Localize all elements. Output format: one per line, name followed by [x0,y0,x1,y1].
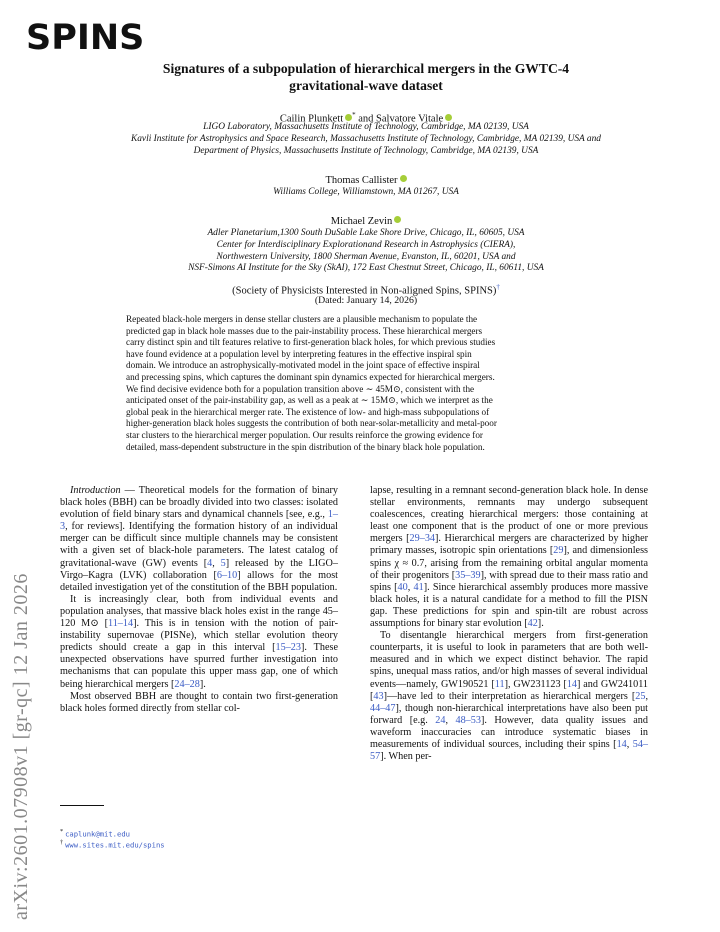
footnote-website [60,838,165,851]
body-text: , [407,581,414,593]
body-text: — Theoretical models for the formation of binary black holes (BBH) can be broadly divided into two classes: isolated evolution of field binary stars and dynamical channels [see, e.g., [60,485,338,521]
citation-link[interactable]: 5 [220,557,226,569]
citation-link[interactable]: 42 [527,618,538,630]
citation-link[interactable]: 14 [616,738,627,750]
affiliation-line: Kavli Institute for Astrophysics and Space Research, Massachusetts Institute of Technology, Cambridge, MA 02139, USA and [130,133,601,144]
body-text: lapse, resulting in a remnant second-generation black hole. In dense stellar environments, remnants may undergo subsequent coalescences, creating hierarchical mergers: those containing at least one component that is the product of one or more previous mergers [ [370,485,648,545]
abstract-line: anticipated onset of the pair-instability gap, as well as a peak at ∼ 15M⊙, which we interpret as the [126,395,493,406]
affiliation-block-1 [60,122,672,157]
author-vitale: and Salvatore Vitale [358,113,444,125]
abstract-line: carry distinct spin and tilt features relative to first-generation black holes, for which previous studies [126,337,496,348]
citation-link[interactable]: 1–3 [60,509,338,533]
author-plunkett: Cailin Plunkett [279,113,344,125]
footnote-rule [60,805,104,806]
email-link[interactable]: caplunk@mit.edu [65,829,130,839]
citation-link[interactable]: 11 [494,678,505,690]
body-text: ], with spread due to their mass ratio and spins [ [370,569,648,593]
abstract-line: detailed, mass-dependent substructure in the spin distribution of the binary black hole population. [126,441,485,452]
title-line-2: gravitational-wave dataset [289,78,443,93]
body-text: ]. When per- [380,751,432,763]
abstract-line: domain. We introduce an astrophysically-motivated model in the joint space of effective inspiral [126,360,480,371]
affiliation-line: Center for Interdisciplinary Explorationand Research in Astrophysics (CIERA), [216,239,516,250]
body-text: ]. However, data quality issues and waveform inaccuracies can introduce systematic biases in measurements of individual sources, including their spins [ [370,714,648,750]
body-paragraph [60,594,338,691]
affiliation-line: Department of Physics, Massachusetts Institute of Technology, Cambridge, MA 02139, USA [193,145,539,156]
affiliation-line: NSF-Simons AI Institute for the Sky (SkAI), 172 East Chestnut Street, Chicago, IL, 60611, USA [188,263,544,274]
author-footnote-mark: * [352,111,356,119]
body-paragraph [60,485,338,594]
body-text: To disentangle hierarchical mergers from first-generation counterparts, it is useful to look in parameters that are both well-measured and in which we expect distinct behavior. The rapid spins, unequal mass ratios, and/or high masses of several individual events—namely, GW190521 [ [370,630,648,690]
body-text: It is increasingly clear, both from individual events and population analyses, that massive black holes exist in the range 45–120 M⊙ [ [60,593,338,630]
orcid-icon[interactable] [445,114,452,121]
body-text: ]. Hierarchical mergers are characterized by higher primary masses, isotropic spin orientations [ [370,533,648,557]
author-callister: Thomas Callister [325,175,398,186]
author-line-3 [60,215,672,228]
affiliation-block-3 [60,228,672,275]
body-paragraph [60,691,338,715]
arxiv-side-stamp: arXiv:2601.07908v1 [gr-qc] 12 Jan 2026 [10,573,32,920]
affiliation-line: Northwestern University, 1800 Sherman Avenue, Evanston, IL, 60201, USA and [216,251,516,262]
orcid-icon[interactable] [400,175,407,182]
citation-link[interactable]: 44–47 [370,702,396,714]
body-text: ]. These unexpected observations have spurred further investigation into mechanisms that can populate this upper mass gap, one of which being hierarchical mergers [ [60,642,338,690]
footnote-mark: * [60,828,64,835]
title-line-1: Signatures of a subpopulation of hierarchical mergers in the GWTC-4 [162,61,570,76]
abstract-line: and precessing spins, which captures the dominant spin dynamics expected for hierarchical mergers. [126,371,495,382]
body-text: ], GW231123 [ [504,678,567,690]
paper-title [60,60,672,94]
affiliation-block-2 [60,187,672,199]
body-text: ]. Since hierarchical assembly produces more massive black holes, it is a natural candidate for a method to fill the PISN gap. These predictions for spin and spin-tilt are robust across assumptions for binary star evolution [ [370,581,649,630]
abstract-line: star clusters to the hierarchical merger population. Our results reinforce the growing evidence for [126,429,483,440]
citation-link[interactable]: 24 [435,714,446,726]
left-column [60,485,338,715]
abstract-line: have found evidence at a population level by interpreting features in the effective inspiral spin [126,348,472,359]
body-text: ] allows for the most detailed investigation yet of the constitution of the BBH population. [60,569,338,593]
citation-link[interactable]: 29–34 [409,533,436,545]
citation-link[interactable]: 41 [413,581,424,593]
affiliation-line: LIGO Laboratory, Massachusetts Institute of Technology, Cambridge, MA 02139, USA [203,122,529,132]
citation-link[interactable]: 48–53 [455,714,481,726]
citation-link[interactable]: 14 [566,678,577,690]
abstract-line: global peak in the hierarchical merger rate. The existence of low- and high-mass subpopulations of [126,406,490,417]
abstract-line: predicted gap in black hole masses due to the pair-instability process. These hierarchical mergers [126,325,483,336]
section-heading: Introduction [70,485,121,496]
body-text: ]—have led to their interpretation as hierarchical mergers [ [383,690,636,702]
spins-logo [26,18,144,58]
affiliation-line: Williams College, Williamstown, MA 01267, USA [273,187,459,197]
collaboration-footnote-mark[interactable]: † [496,283,500,291]
footnote-mark: † [60,839,64,846]
author-line-2 [60,174,672,187]
citation-link[interactable]: 15–23 [275,642,301,654]
citation-link[interactable]: 54–57 [370,738,648,763]
body-text: , [626,738,633,750]
orcid-icon[interactable] [394,216,401,223]
citation-link[interactable]: 6–10 [216,569,238,581]
citation-link[interactable]: 24–28 [174,678,200,690]
body-text: ], and dimensionless spins χ ≈ 0.7, arising from the remaining orbital angular momenta of their progenitors [ [370,545,648,581]
abstract [126,314,598,453]
citation-link[interactable]: 29 [553,545,564,557]
body-paragraph [370,485,648,630]
body-text: ] released by the LIGO–Virgo–Kagra (LVK) collaboration [ [60,557,338,581]
right-column [370,485,648,763]
body-text: ] and GW241011 [ [370,678,648,702]
website-link[interactable]: www.sites.mit.edu/spins [65,840,165,850]
dated-line: (Dated: January 14, 2026) [314,295,418,306]
citation-link[interactable]: 4 [207,557,213,569]
body-text: Most observed BBH are thought to contain two first-generation black holes formed directly from stellar col- [60,690,338,714]
affiliation-line: Adler Planetarium,1300 South DuSable Lake Shore Drive, Chicago, IL, 60605, USA [207,228,525,238]
body-text: ]. This is in tension with the notion of pair-instability supernovae (PISNe), which stellar evolution theory predicts should create a gap in this interval [ [60,618,338,654]
citation-link[interactable]: 11–14 [108,618,134,630]
abstract-line: We find decisive evidence both for a population transition above ∼ 45M⊙, consistent with the [126,383,475,394]
body-paragraph [370,630,648,763]
citation-link[interactable]: 43 [373,690,384,702]
author-zevin: Michael Zevin [330,216,393,227]
body-text: ]. [199,678,206,690]
collaboration-name: (Society of Physicists Interested in Non-aligned Spins, SPINS) [232,285,497,297]
body-text: , [212,557,221,569]
body-text: , [645,690,648,702]
citation-link[interactable]: 40 [397,581,408,593]
abstract-line: higher-generation black holes suggests the contribution of both near-solar-metallicity and metal-poor [126,418,497,429]
body-text: , [445,714,456,726]
body-text: ]. [537,618,544,630]
citation-link[interactable]: 35–39 [455,569,481,581]
abstract-line: Repeated black-hole mergers in dense stellar clusters are a plausible mechanism to populate the [126,314,478,324]
citation-link[interactable]: 25 [635,690,646,702]
body-text: , for reviews]. Identifying the formation history of an individual merger can be difficult since multiple channels may be consistent with a given set of black-hole parameters. The latest catalog of gravitational-wave (GW) events [ [60,521,338,569]
spins-logo-text: SPINS [26,18,145,58]
body-text: ], though non-hierarchical interpretations have also been put forward [e.g. [370,702,648,726]
